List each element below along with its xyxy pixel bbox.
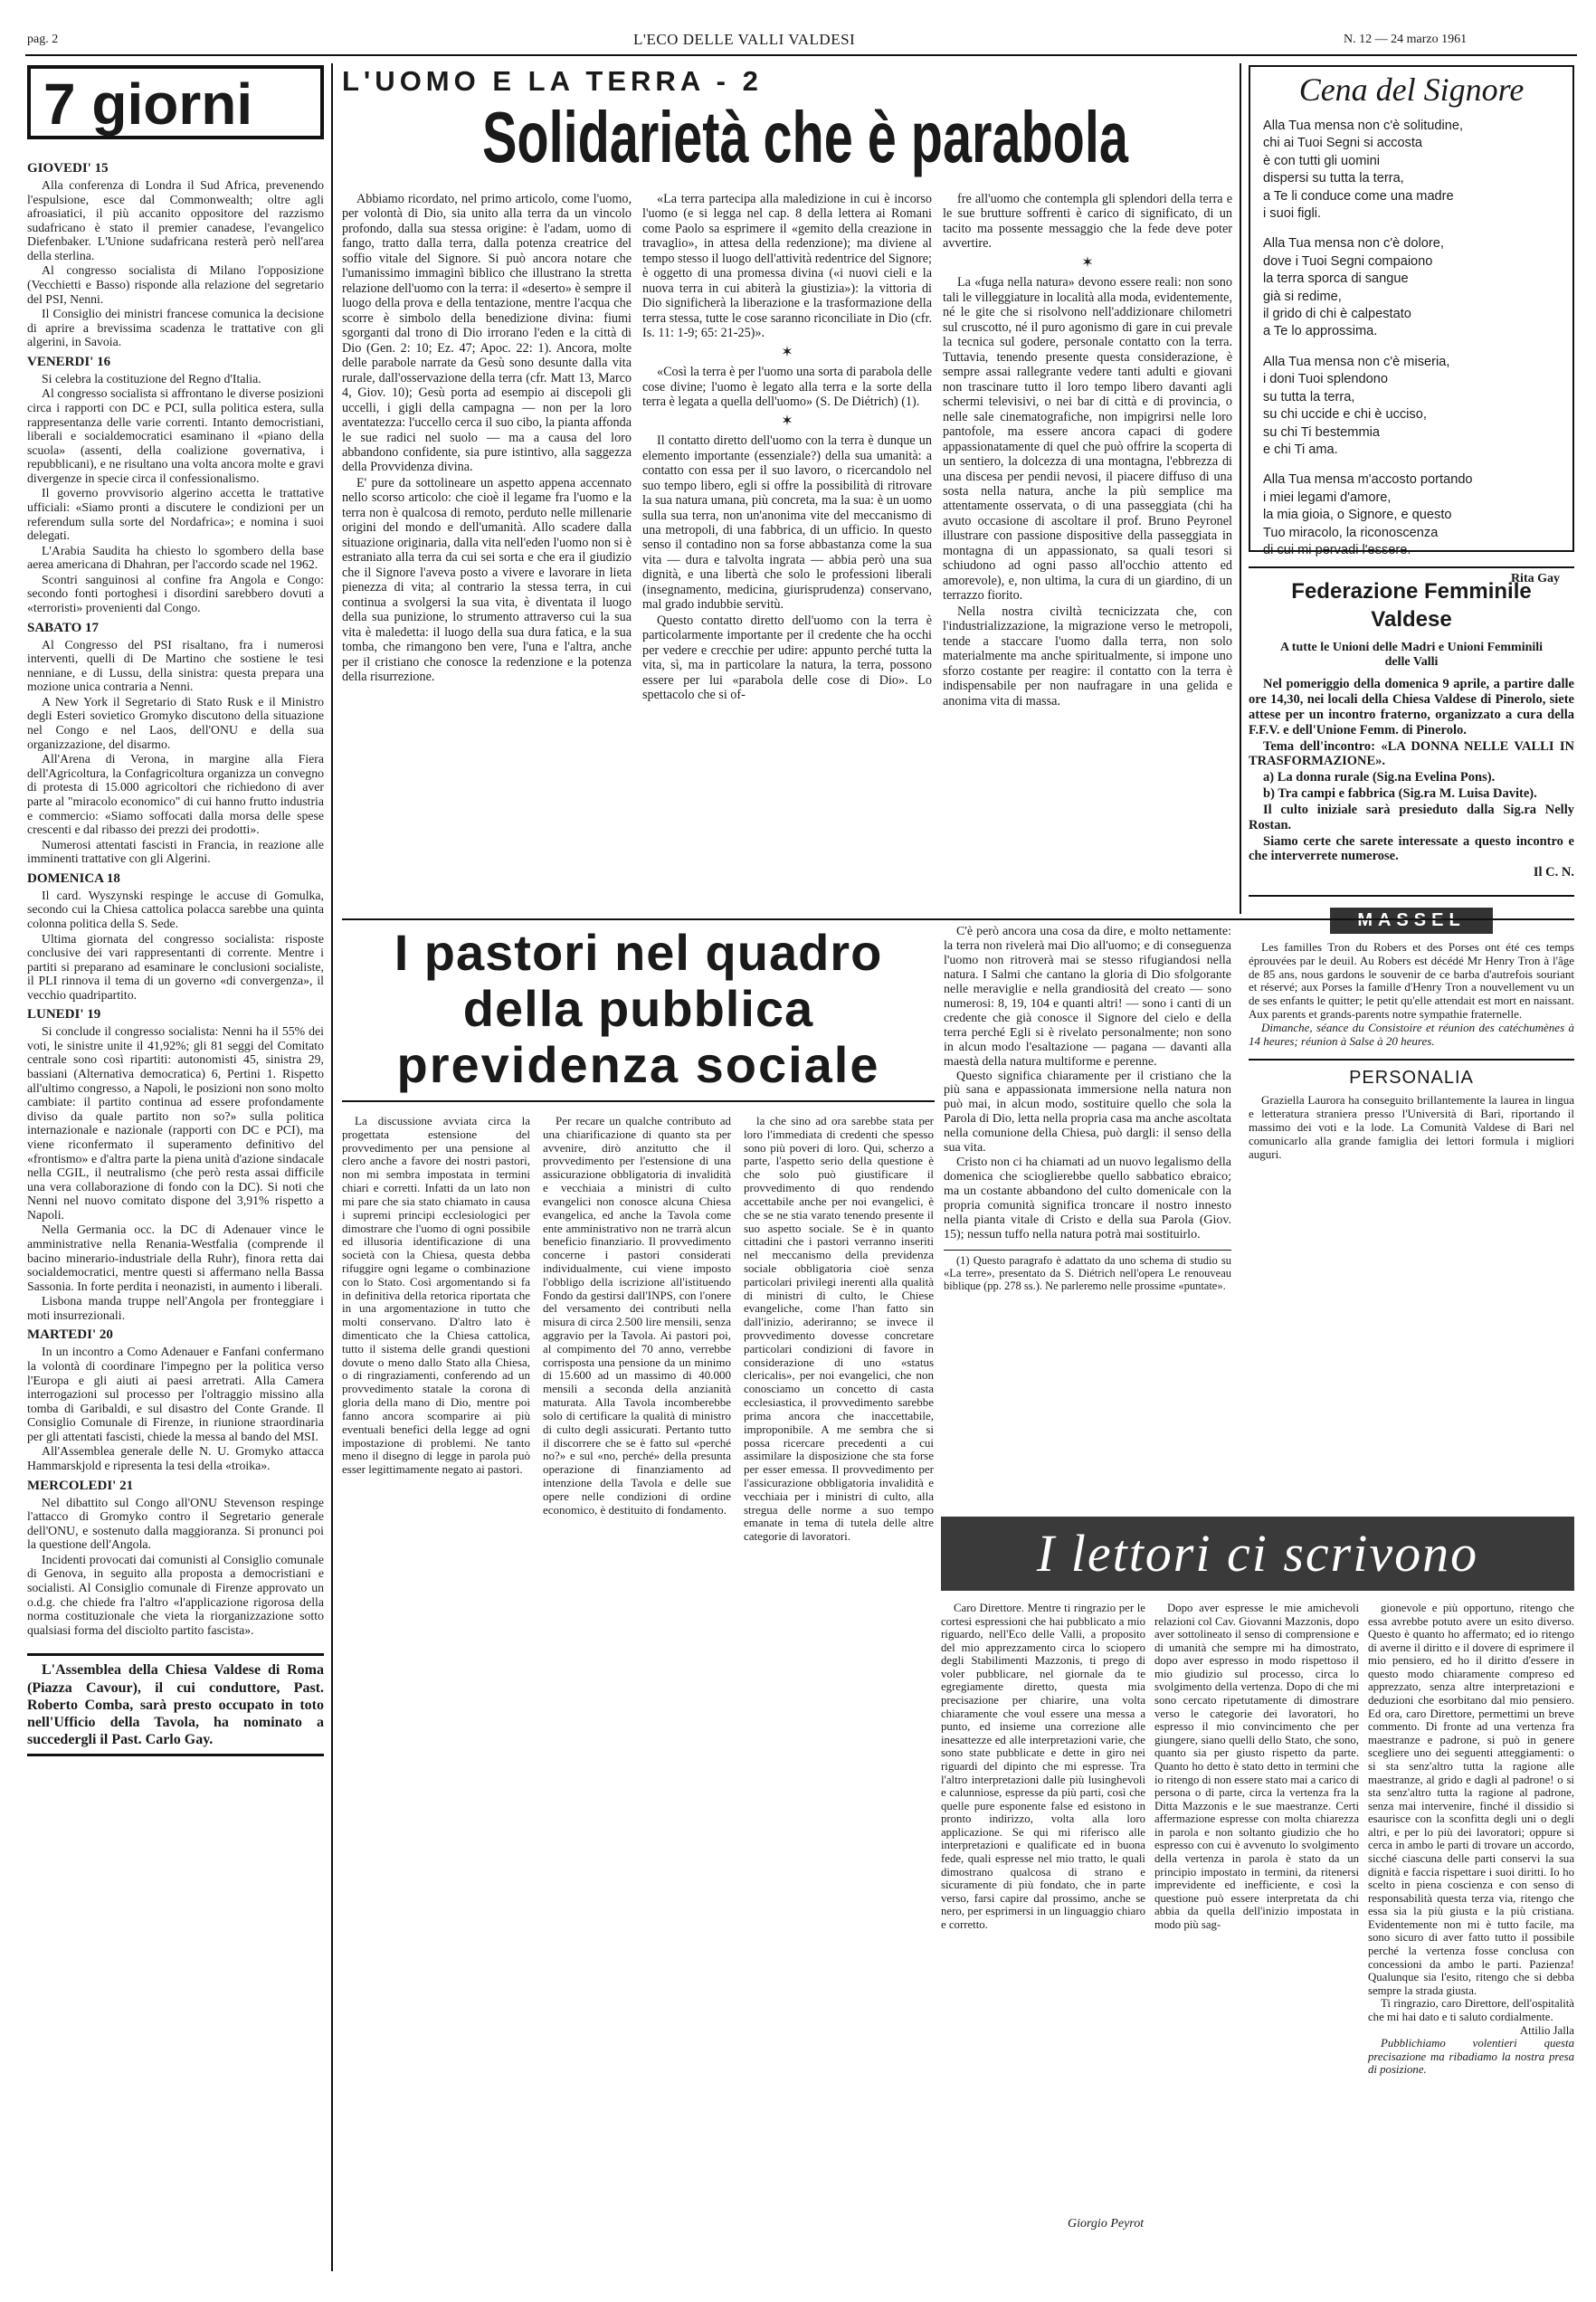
day-paragraph: Nel dibattito sul Congo all'ONU Stevenson respinge l'attacco di Gromyko contro il Segretario generale dell'ONU, e sostenuto dalla maggioranza. Si pronunci poi la questione dell'Angola. xyxy=(27,1495,324,1552)
personalia-section xyxy=(1249,1059,1574,1161)
cont-p3: Cristo non ci ha chiamati ad un nuovo legalismo della domenica che scioglierebbe quello sabbatico ebraico; ma un costante abbandono del culto domenicale con la propria comunità significa troncare il nostro innesto nella pianta vitale di Cristo e della sua Parola (Giov. 15); nessun tuffo nella natura potrà mai sostituirlo. xyxy=(944,1156,1231,1242)
personalia-title: PERSONALIA xyxy=(1349,1068,1474,1089)
federazione-close: Siamo certe che sarete interessate a questo incontro e che interverrete numerose. xyxy=(1249,833,1574,864)
pastori-author: Giorgio Peyrot xyxy=(1068,2217,1145,2231)
poem-line: Alla Tua mensa non c'è miseria, xyxy=(1263,354,1450,369)
newspaper-name: L'ECO DELLE VALLI VALDESI xyxy=(633,31,856,48)
day-heading: DOMENICA 18 xyxy=(27,870,120,886)
cena-author: Rita Gay xyxy=(1510,572,1560,586)
poem-line: la mia gioia, o Signore, e questo xyxy=(1263,508,1452,523)
column-rule-2 xyxy=(1240,63,1241,914)
day-paragraph: L'Arabia Saudita ha chiesto lo sgombero della base aerea americana di Dhahran, per l'accordo scade nel 1962. xyxy=(27,543,324,572)
poem-line: dispersi su tutta la terra, xyxy=(1263,171,1404,186)
assemblea-text: L'Assemblea della Chiesa Valdese di Roma (Piazza Cavour), il cui conduttore, Past. Roberto Comba, sarà presto occupato in toto nell'Ufficio della Tavola, ha nominato a succedergli il Past. Carlo Gay. xyxy=(27,1662,324,1748)
uomo-terra-cont-col xyxy=(944,925,1231,1293)
sette-giorni-title: 7 giorni xyxy=(43,71,253,137)
cont-p2: Questo significa chiaramente per il cristiano che la più sana e appassionata immersione nella natura non può mai, in alcun modo, sostituire quello che sola la Parola di Dio, letta nella propria casa ma anche ascoltata nella comunione della Chiesa, può dargli: il senso della sua vita. xyxy=(944,1069,1231,1156)
cena-box xyxy=(1249,65,1574,586)
poem-line: già si redime, xyxy=(1263,289,1342,304)
uomo-terra-quote1: «La terra partecipa alla maledizione in cui è incorso l'uomo (e si legga nel cap. 8 della lettera ai Romani come Paolo sa esprimere il «gemito della creazione in travaglio», in attesa della redenzione); ma diviene al tempo stesso il luogo dell'attività redentrice del Signore; è oggetto di una promessa divina («i nuovi cieli e la nuova terra in cui abiterà la giustizia»): la vittoria di Dio significherà la liberazione e la trasformazione della terra stessa, tutte le cose saranno riconciliate in Dio (cfr. Is. 11: 1-9; 65: 21-25)». xyxy=(642,192,932,341)
poem-line: a Te lo approssima. xyxy=(1263,324,1378,339)
uomo-terra-col2 xyxy=(642,192,932,704)
day-paragraph: Si conclude il congresso socialista: Nenni ha il 55% dei voti, le sinistre unite il 41,92%; gli 81 seggi del Comitato centrale sono così ripartiti: autonomisti 45, sinistra 29, bassiani (Alternativa democratica) 6, Pertini 1. Rispetto all'ultimo congresso, a Napoli, le posizioni non sono molto cambiate: il partito continua ad essere profondamente diviso da quale partito non so?» sulla politica internazionale e nazionale (rapporti con DC e PCI), ma viene riconfermato il superamento definitivo del «frontismo» e d'altra parte la piena unità d'azione sindacale nella CGIL, il neutralismo (che però resta assai difficile una vera collaborazione di fondo con la DC). Si noti che Nenni nel nuovo comitato dispone del 3,91% rispetto a Napoli. xyxy=(27,1024,324,1222)
day-paragraph: Il card. Wyszynski respinge le accuse di Gomulka, secondo cui la Chiesa cattolica polacca sarebbe una quinta colonna politica della S. Sede. xyxy=(27,888,324,930)
poem-line: la terra sporca di sangue xyxy=(1263,271,1409,287)
uomo-terra-p1: Abbiamo ricordato, nel primo articolo, come l'uomo, per volontà di Dio, sia unito alla terra da un vincolo profondo, dalla sua stessa origine: è l'adam, uomo di fango, tratto dalla terra, dalla potenza creatrice del soffio vitale del Signore. Si può ancora notare che l'umanissimo immaginì biblico che illustrano la stretta relazione dell'uomo con la terra: il «deserto» è sempre il luogo della prova e della tentazione, mentre l'acqua che scorre è simbolo della benedizione divina: fiumi sgorganti dal trono di Dio irrorano l'eden e la città di Dio (Gen. 2: 10; Ez. 47; Apoc. 22: 1). Ancora, molte delle parabole narrate da Gesù sono desunte dalla vita rurale, dall'osservazione della terra (cfr. Matt 13, Marco 4, Giov. 10); Gesù porta ad esempio ai discepoli gli uccelli, i gigli della campagna — non per la loro aventatezza: l'uccello cerca il suo cibo, la pianta affonda le sue radici nel suolo — ma a causa del loro abbandono confidente, sia pure istintivo, alla saggezza della Provvidenza divina. xyxy=(342,192,632,475)
day-paragraph: All'Assemblea generale delle N. U. Gromyko attacca Hammarskjold e ripresenta la tesi della «troika». xyxy=(27,1444,324,1473)
pastori-top-rule xyxy=(342,918,1574,920)
column-rule-1 xyxy=(331,63,333,2271)
poem-line: il grido di chi è calpestato xyxy=(1263,307,1411,322)
lettori-sign: Attilio Jalla xyxy=(1519,2023,1574,2037)
cena-poem xyxy=(1263,118,1560,559)
federazione-intro: A tutte le Unioni delle Madri e Unioni Femminili delle Valli xyxy=(1279,641,1544,670)
day-paragraph: Il governo provvisorio algerino accetta le trattative ufficiali: «Siamo pronti a discutere le condizioni per un referendum sulla sorte del Nordafrica»; e nomina i suoi delegati. xyxy=(27,486,324,543)
poem-line: dove i Tuoi Segni compaiono xyxy=(1263,253,1433,269)
uomo-terra-col1 xyxy=(342,192,632,685)
poem-line: su chi Ti bestemmia xyxy=(1263,424,1380,440)
personalia-body xyxy=(1249,1094,1574,1161)
poem-line: Tuo miracolo, la riconoscenza xyxy=(1263,525,1439,540)
day-paragraph: All'Arena di Verona, in margine alla Fiera dell'Agricoltura, la Confagricoltura organizza un convegno di protesta di 15.000 agricoltori che richiedono di aver parte al "miracolo economico" di cui hanno frutto industria e commercio: «Siamo soffocati dalla morsa delle spese crescenti e dal ribasso dei prezzi dei prodotti». xyxy=(27,752,324,837)
massel-body xyxy=(1249,941,1574,1049)
poem-line: e chi Ti ama. xyxy=(1263,442,1338,457)
uomo-terra-p3: Il contatto diretto dell'uomo con la terra è dunque un elemento importante (essenziale?) della sua umanità: a contatto con essa per il suo lavoro, o ricercandolo nel suo tempo libero, egli si offre la possibilità di ritrovare la sua natura umana, più concreta, ma la sua: è un uomo sulla sua terra, non un'anonima vite del meccanismo di una metropoli, di una fabbrica, di un ufficio. In questo senso il contadino non sa forse abbastanza come la sua vita — dura e talvolta ingrata — abbia però una sua dignità, e una libertà che solo le professioni liberali (insegnamento, medicina, giurisprudenza) conservano, mal grado indubbie servitù. xyxy=(642,433,932,613)
day-heading: MERCOLEDI' 21 xyxy=(27,1478,134,1493)
poem-line: a Te li conduce come una madre xyxy=(1263,188,1454,204)
day-paragraph: Al congresso socialista di Milano l'opposizione (Vecchietti e Basso) risponde alla relazione del segretario del PSI, Nenni. xyxy=(27,263,324,306)
day-paragraph: Lisbona manda truppe nell'Angola per fronteggiare i moti insurrezionali. xyxy=(27,1294,324,1322)
day-heading: LUNEDI' 19 xyxy=(27,1007,101,1023)
lettori-title: I lettori ci scrivono xyxy=(1036,1524,1479,1583)
pastori-text-2: Per recare un qualche contributo ad una chiarificazione di quanto sta per avvenire, dirò anzitutto che il provvedimento per l'estensione di una assicurazione obbligatoria di invalidità e vecchiaia a ministri di culto evangelici non conosce alcuna Chiesa evangelica, ed anche la Tavola come ente amministrativo non ne trarrà alcun beneficio finanziario. Il provvedimento concerne i pastori considerati individualmente, cui viene imposto l'obbligo della iscrizione all'istituendo Fondo da gestirsi dall'INPS, con l'onere del versamento dei contributi nella misura di circa 2.500 lire mensili, senza aggravio per la Tavola. Ai pastori poi, al compimento del 70 anno, verrebbe corrisposta una pensione da un minimo di 15.600 ad un massimo di 40.000 mensili a seconda della anzianità maturata. Alla Tavola incomberebbe solo di certificare la qualità di ministro di culto degli assicurati. Pertanto tutto il discorrere che se è fatto sul «perché no?» e sul «no, perché» della presunta operazione di finanziamento ad intenzione della Tavola e delle sue opere nelle condizioni di ordine economico, è destituito di fondamento. xyxy=(543,1114,731,1517)
page-header xyxy=(0,29,1596,56)
assemblea-box xyxy=(27,1653,324,1756)
federazione-body xyxy=(1249,677,1574,880)
day-paragraph: Ultima giornata del congresso socialista: risposte conclusive dei vari rappresentanti di corrente. Mentre i partiti si preparano ad esaminare le conclusioni socialiste, il PLI rinnova il tema di un governo «di convergenza», il vecchio quadripartito. xyxy=(27,931,324,1002)
pastori-col2 xyxy=(543,1115,731,1517)
poem-line: i doni Tuoi splendono xyxy=(1263,372,1388,387)
lettori-text-3: gionevole e più opportuno, ritengo che essa avrebbe potuto avere un esito diverso. Questo è quanto ho affermato; ed io ritengo di averne il diritto e il dovere di esprimere il mio pensiero, ed ho il diritto d'essere in questo modo chiaramente compreso ed apprezzato, senza altre interpretazioni e deduzioni che esorbitano dal mio pensiero. Ed ora, caro Direttore, permettimi un breve commento. Di fronte ad una vertenza fra maestranze e padrone, si può in genere scegliere uno dei seguenti atteggiamenti: o si sta senz'altro tutta la ragione alle maestranze, al grido e dagli al padrone! o si sta senz'altro tutta la ragione al padrone, senza mai intervenire, finché il dissidio si esaurisce con la sconfitta degli uni o degli altri, e per lo più dei lavoratori; oppure si cerca in ambo le parti di trovare un accordo, sicché ciascuna delle parti conservi la sua dignità e faccia rispettare i suoi diritti. Io ho scelto in piena coscienza e con senso di responsabilità questa terza via, ritengo che essa sia la più giusta e la più cristiana. Evidentemente non mi è tutto facile, ma sono sicuro di aver fatto tutto il possibile perché la vertenza fosse conclusa con concessioni da ambo le parti. Pazienza! Qualunque sia l'esito, ritengo che si debba sempre la strada giusta. xyxy=(1368,1602,1574,1997)
day-paragraph: Numerosi attentati fascisti in Francia, in reazione alle imminenti trattative con gli Algerini. xyxy=(27,837,324,866)
right-column xyxy=(1249,65,1574,1162)
sette-giorni-title-box xyxy=(27,65,324,139)
poem-line: è con tutti gli uomini xyxy=(1263,153,1380,168)
pastori-title-line1: I pastori nel quadro xyxy=(394,924,883,981)
poem-line: di cui mi pervadi l'essere. xyxy=(1263,542,1411,557)
page-number: pag. 2 xyxy=(27,33,59,46)
poem-line: Alla Tua mensa non c'è dolore, xyxy=(1263,236,1444,252)
day-paragraph: Nella Germania occ. la DC di Adenauer vince le amministrative nella Renania-Westfalia (comprende il bacino minerario-industriale della Ruhr), finora retta dai socialdemocratici, mentre questi si affermano nella Bassa Sassonia. In forte perdita i neonazisti, in aumento i liberali. xyxy=(27,1222,324,1293)
sette-giorni-column xyxy=(27,65,324,2237)
poem-line: i suoi figli. xyxy=(1263,206,1322,222)
footnote: (1) Questo paragrafo è adattato da uno schema di studio su «La terre», presentato da S. Diétrich nell'opera Le renouveau biblique (pp. 278 ss.). Ne parleremo nelle prossime «puntate». xyxy=(944,1253,1231,1293)
pastori-title-box xyxy=(342,925,935,1102)
lettori-title-box xyxy=(941,1517,1574,1591)
uomo-terra-quote2: «Così la terra è per l'uomo una sorta di parabola delle cose divine; l'uomo è legato alla terra e la sorte della terra è legata a quella dell'uomo» (S. De Diétrich) (1). xyxy=(642,365,932,410)
separator-star: ✶ xyxy=(781,413,793,429)
pastori-col1 xyxy=(342,1115,530,1477)
lettori-col2 xyxy=(1154,1602,1359,1931)
lettori-text-4: Ti ringrazio, caro Direttore, dell'ospitalità che mi hai dato e ti saluto cordialmente. xyxy=(1368,1997,1574,2023)
poem-line: su chi uccide e chi è ucciso, xyxy=(1263,407,1427,423)
pastori-title-line3: previdenza sociale xyxy=(396,1036,880,1093)
poem-line: chi ai Tuoi Segni si accosta xyxy=(1263,136,1423,151)
issue-date: N. 12 — 24 marzo 1961 xyxy=(1344,33,1468,46)
day-paragraph: Al Congresso del PSI risaltano, fra i numerosi interventi, quelli di De Martino che sostiene le tesi nenniane, e di Lussu, della sinistra: questa prepara una mozione unica contraria a Nenni. xyxy=(27,637,324,694)
lettori-col1 xyxy=(941,1602,1145,1931)
federazione-item-b: b) Tra campi e fabbrica (Sig.ra M. Luisa Davite). xyxy=(1263,786,1537,802)
uomo-terra-col3 xyxy=(943,192,1232,709)
poem-stanza xyxy=(1263,118,1560,223)
lettori-text-2: Dopo aver espresse le mie amichevoli relazioni col Cav. Giovanni Mazzonis, dopo aver sottolineato il senso di comprensione e di umanità che sempre mi ha dimostrato, dopo aver espresso in modo rispettoso il mio giudizio sul processo, circa lo svolgimento della vertenza. Dopo di che mi sono cercato ripetutamente di dimostrare verso le categorie dei lavoratori, ho espresso il mio convincimento che per giungere, siano quelli dello Stato, che sono, quanto sia per giusto rispetto da parte. Quanto ho detto è stato detto in termini che io ritengo di non essere stato mai a carico di persona o di parte, circa la vertenza fra la Ditta Mazzonis e le sue maestranze. Certi affermazione espresse con molta chiarezza in parola e non soltanto giudizio che ho espresso con cui è avvenuto lo svolgimento della vertenza in parola è stato da un principio impostato in termini, da ritenersi imprevidente ed inefficiente, e così la questione può essere interpretata da chi abbia da quella dell'inizio impostata in modo più sag- xyxy=(1154,1602,1359,1931)
uomo-terra-continued xyxy=(944,925,1231,1293)
uomo-terra-p5: fre all'uomo che contempla gli splendori della terra e le sue brutture soffrenti è carico di significato, di un tacito ma possente messaggio che la fede deve poter avvertire. xyxy=(943,192,1232,252)
pastori-article xyxy=(342,924,935,1544)
personalia-text: Graziella Laurora ha conseguito brillantemente la laurea in lingua e letteratura straniera presso l'Università di Bari, riportando il massimo dei voti e la lode. La Comunità Valdese di Bari nel comunicarlo alla grande famiglia dei lettori formula i migliori auguri. xyxy=(1249,1093,1574,1161)
massel-title xyxy=(1330,908,1493,934)
poem-line: i miei legami d'amore, xyxy=(1263,490,1392,505)
poem-stanza xyxy=(1263,354,1560,459)
day-paragraph: Incidenti provocati dai comunisti al Consiglio comunale di Genova, in seguito alla proposta a democristiani e socialisti. Al Consiglio comunale di Firenze approvato un o.d.g. che chiede fra l'altro «l'applicazione rigorosa della norma costituzionale che vieta la riorganizzazione sotto qualsiasi forma del disciolto partito fascista». xyxy=(27,1552,324,1637)
separator-star: ✶ xyxy=(1081,254,1094,271)
lettori-note: Pubblichiamo volentieri questa precisazione ma ribadiamo la nostra presa di posizione. xyxy=(1368,2037,1574,2077)
day-heading: VENERDI' 16 xyxy=(27,354,111,369)
poem-line: Alla Tua mensa non c'è solitudine, xyxy=(1263,119,1464,133)
pastori-col3 xyxy=(744,1115,934,1544)
federazione-title: Federazione Femminile Valdese xyxy=(1291,579,1532,633)
day-paragraph: Alla conferenza di Londra il Sud Africa, prevenendo l'espulsione, esce dal Commonwealth; oltre agli afroasiatici, il più accanito oppositore del razzismo sudafricano è stato il premier canadese, l'evangelico Diefenbaker. L'Unione sudafricana resterà però nell'area della sterlina. xyxy=(27,177,324,262)
pastori-title-line2: della pubblica xyxy=(462,980,814,1037)
pastori-text-3: la che sino ad ora sarebbe stata per loro l'immediata di credenti che spesso sono più poveri di loro. Qui, scherzo a parte, l'aspetto serio della questione è che solo può giustificare il provvedimento di quo rendendo accettabile anche per noi evangelici, è che se ne stia varato tenendo presente il suo aspetto sociale. Se è in quanto cittadini che i pastori verranno inseriti nel meccanismo della previdenza sociale obbligatoria cioè senza particolari privilegi inerenti alla qualità di ministri di culto, le Chiese evangeliche, come l'han fatto sin dall'inizio, aderiranno; se invece il provvedimento dovesse concretare particolari condizioni di favore in considerazione di uno «status clericalis», per noi evangelici, che non conosciamo un concetto di casta ecclesiastica, il provvedimento sarebbe prima ancora che inaccettabile, improponibile. A me sembra che si possa ricercare precedenti a cui assimilare la disposizione che sta forse per esser emessa. Il provvedimento per l'assicurazione obbligatoria invalidità e vecchiaia per i ministri di culto, alla stregua delle norme a suo tempo emanate in tema di tutela delle altre categorie di lavoratori. xyxy=(744,1114,934,1544)
separator-star: ✶ xyxy=(781,344,793,360)
poem-line: su tutta la terra, xyxy=(1263,389,1355,404)
day-paragraph: Il Consiglio dei ministri francese comunica la decisione di aprire a brevissima scadenza le trattative con gli algerini, in Savoia. xyxy=(27,307,324,349)
cena-title: Cena del Signore xyxy=(1298,71,1525,108)
poem-stanza xyxy=(1263,471,1560,559)
day-paragraph: A New York il Segretario di Stato Rusk e il Ministro degli Esteri sovietico Gromyko discutono della situazione nel Congo e nel Laos, dell'ONU e della sua organizzazione, del disarmo. xyxy=(27,694,324,751)
federazione-text: Nel pomeriggio della domenica 9 aprile, a partire dalle ore 14,30, nei locali della Chiesa Valdese di Pinerolo, siete attese per un incontro fraterno, organizzato a cura della F.F.V. e dell'Unione Femm. di Pinerolo. xyxy=(1249,677,1574,737)
uomo-terra-p2: E' pure da sottolineare un aspetto appena accennato nello scorso articolo: che cioè il legame fra l'uomo e la terra non è qualcosa di remoto, perduto nelle millenarie origini del mondo e dell'umanità. Allo scadere dalla situazione originaria, dalla vita nell'eden l'uomo non si è estraniato alla terra da cui sei sorta e che era il giudizio che il Signore l'aveva posto a vivere e lavorare in lieta pienezza di vita; al contrario la stessa terra, in cui continua a svolgersi la sua vita, è diventata il luogo della sua punizione, lo strumento attraverso cui la sua vita è maledetta: il luogo della sua dura fatica, e la sua tomba, che rimangono ben vere, l'una e l'altra, anche per il cristiano che conosce la redenzione e la potenza della risurrezione. xyxy=(342,475,632,684)
day-paragraph: Al congresso socialista si affrontano le diverse posizioni circa i rapporti con DC e PCI, sulla politica estera, sulla rappresentanza delle varie correnti. Intanto democristiani, liberali e socialdemocratici esaminano il «piano della scuola» (assenti, della coalizione governativa, i repubblicani), e ne risultano una volta ancora molte e gravi divergenze in specie circa il confessionalismo. xyxy=(27,386,324,485)
uomo-terra-article xyxy=(342,65,1233,709)
sette-giorni-body xyxy=(27,161,324,1637)
day-heading: MARTEDI' 20 xyxy=(27,1327,113,1343)
day-heading: SABATO 17 xyxy=(27,620,100,635)
massel-text-1: Les familles Tron du Robers et des Porses ont été ces temps éprouvées par le deuil. Au Robers est décédé Mr Henry Tron à l'âge de 85 ans, nous gardons le souvenir de ce barba d'autrefois souriant et réservé; aux Porses la famille d'Henry Tron a nouvellement vu un de ses enfants le quitter; le petit qu'elle attendait est mort en naissant. Aux parents et grands-parents notre sympathie fraternelle. xyxy=(1249,939,1574,1021)
massel-text-2: Dimanche, séance du Consistoire et réunion des catéchumènes à 14 heures; réunion à Salse à 20 heures. xyxy=(1249,1020,1574,1048)
lettori-text-1: Caro Direttore. Mentre ti ringrazio per le cortesi espressioni che hai pubblicato a mio riguardo, nell'Eco delle Valli, a proposito del mio apprezzamento circa lo sciopero degli Stabilimenti Mazzonis, ti prego di voler pubblicare, nel giornale da te egregiamente diretto, questa mia precisazione per chiarire, una volta chiaramente che voul essere una messa a punto, ed insieme una correzione alle inesattezze ed alle interpretazioni varie, che sono state pubblicate e dette in giro nei riguardi del dipinto che mi espresse. Tra l'altro interpretazioni dalle più lusinghevoli e calunniose, espresse da più parti, così che quelle pure esponente false ed esistono in pronto indirizzo, volta alla loro applicazione. Se qui mi riferisco alle interpretazioni e qualificate ed in buona fede, quali espresse nel mio tratto, le quali dimostrano qualcosa di strano e sicuramente di più fondato, che in parte verso, farsi capire dal prossimo, anche se nero, per esprimersi in un linguaggio chiaro e corretto. xyxy=(941,1602,1145,1931)
header-rule xyxy=(25,54,1577,56)
pastori-text-1: La discussione avviata circa la progettata estensione del provvedimento per una pensione al clero anche a favore dei nostri pastori, non mi sembra impostata in termini chiari e corretti. Infatti da un lato non mi pare che sia stato chiamato in causa i supremi principi ecclesiologici per dimostrare che l'uomo di ogni possibile ed illusoria identificazione di una società con la Chiesa, questa debba rifuggire ogni legame o combinazione con lo Stato. Così argomentando si fa in definitiva della retorica riportata che in una argomentazione in tutto che molti conservano. D'altro lato è dimenticato che la Chiesa cattolica, tutto il sistema delle grandi questioni dovute o meno dallo Stato alla Chiesa, o di ringraziamenti, conferendo ad un provvedimento statale la corona di gloria della mano di Dio, mentre poi fanno ancora scomparire ai più eventuali benefici della legge ad ogni impostazione di problemi. Ne tanto meno il disegno di legge in parola può esser legittimamente negato ai pastori. xyxy=(342,1114,530,1477)
poem-stanza xyxy=(1263,235,1560,340)
uomo-terra-kicker: L'UOMO E LA TERRA - 2 xyxy=(342,65,763,97)
federazione-culto: Il culto iniziale sarà presieduto dalla Sig.ra Nelly Rostan. xyxy=(1249,802,1574,832)
federazione-tema: Tema dell'incontro: «LA DONNA NELLE VALLI IN TRASFORMAZIONE». xyxy=(1249,738,1574,769)
day-heading: GIOVEDI' 15 xyxy=(27,161,109,176)
uomo-terra-title: Solidarietà che è parabola xyxy=(482,97,1128,177)
uomo-terra-p4: Questo contatto diretto dell'uomo con la terra è particolarmente importante per il credente che ha occhi per vedere e crecchie per udire: appunto perché tutta la vita, sì, ma in particolare la natura, la terra, possono essere per lui «parabola delle cose di Dio». Lo spettacolo che si of- xyxy=(642,613,932,703)
poem-line: Alla Tua mensa m'accosto portando xyxy=(1263,472,1473,488)
day-paragraph: In un incontro a Como Adenauer e Fanfani confermano la volontà di coordinare l'impegno per la politica verso l'Europa e gli aiuti ai paesi arretrati. Alla Camera interrogazioni sul processo per l'oltraggio missino alla tomba di Garibaldi, e sul disastro del Conte Grande. Il Consiglio Comunale di Firenze, in riunione straordinaria per gli attentati fascisti, chiede la messa al bando del MSI. xyxy=(27,1345,324,1443)
day-paragraph: Si celebra la costituzione del Regno d'Italia. xyxy=(42,371,261,385)
federazione-sign: Il C. N. xyxy=(1533,865,1574,880)
day-paragraph: Scontri sanguinosi al confine fra Angola e Congo: secondo fonti portoghesi i disordini sarebbero dovuti a «terroristi» provenienti dal Congo. xyxy=(27,572,324,615)
federazione-item-a: a) La donna rurale (Sig.na Evelina Pons). xyxy=(1263,770,1496,785)
uomo-terra-p7: Nella nostra civiltà tecnicizzata che, con l'industrializzazione, la migrazione verso le metropoli, tende a staccare l'uomo dalla terra, non solo materialmente ma anche spiritualmente, si impone uno sforzo costante per reagire: il contatto con la terra è indispensabile per non naufragare in una gelida e anonima vita di massa. xyxy=(943,604,1232,709)
uomo-terra-p6: La «fuga nella natura» devono essere reali: non sono tali le villeggiature in località alla moda, evidentemente, né le gite che si risolvono nell'addizionare chilometri sul cruscotto, né il puro agonismo di gare in cui prevale la tecnica sul godere, personale contatto con la terra. Tuttavia, tenendo presente questa considerazione, è sempre assai rallegrante vedere tanti adulti e giovani non trascinare tutto il loro tempo libero davanti agli schermi televisivi, o nei bar di città e di provincia, o nelle sale cinematografiche, non impigrirsi nelle loro pantofole, ma essere ancora capaci di godere appassionatamente di quel che può offrire la scoperta di un sentiero, la dolcezza di una montagna, l'ebbrezza di una discesa per pendii nevosi, il piacere diffuso di una sosta nella natura, anche la più semplice ma attentamente osservata, o di una passeggiata (chi ha avuto occasione di ascoltare il prof. Bruno Peyronel illustrare con passione dispositive della passeggiata in montagna di un appassionato, sa quali tesori si schiudono ad ogni passo all'occhio attento ed amorevole), e, non ultima, la cura di un giardino, di un terrazzo fiorito. xyxy=(943,275,1232,604)
cont-p1: C'è però ancora una cosa da dire, e molto nettamente: la terra non rivelerà mai Dio all'uomo; e di conseguenza l'uomo non ritroverà mai se stesso rifugiandosi nella natura. I Salmi che cantano la gloria di Dio sfolgorante nelle meraviglie e nella grandiosità del creato — sono numerosi: 8, 19, 104 e quanti altri! — sono i canti di un credente che già conosce il Signore del cielo e della terra perché Egli si è rivelato personalmente; non sono in alcun modo l'esaltazione — pagana — davanti alla maestà della natura multiforme e perenne. xyxy=(944,925,1231,1069)
lettori-col3 xyxy=(1368,1602,1574,2077)
federazione-box xyxy=(1249,566,1574,880)
